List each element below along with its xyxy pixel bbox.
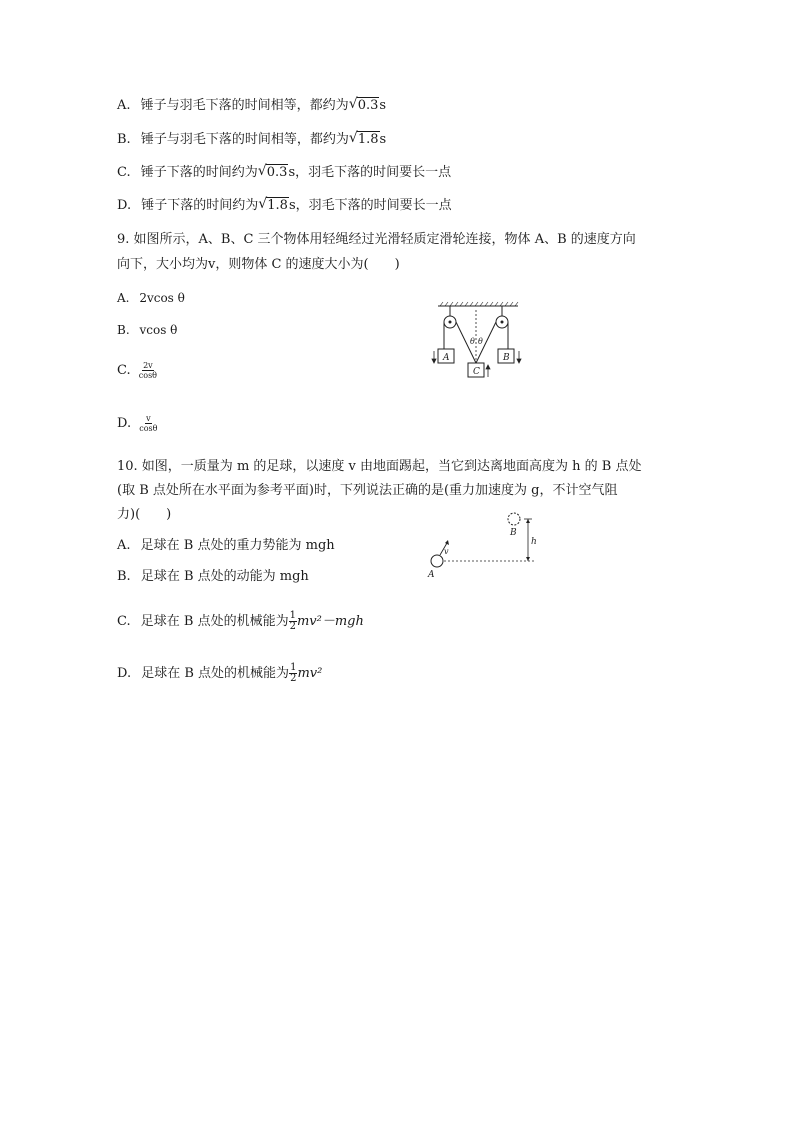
denominator: 2 bbox=[289, 621, 296, 632]
option-text: 锤子与羽毛下落的时间相等，都约为 bbox=[140, 132, 349, 147]
q9-stem-line2: 向下，大小均为v，则物体 C 的速度大小为( ) bbox=[117, 257, 400, 272]
option-label: C. bbox=[117, 165, 131, 180]
fraction bbox=[139, 414, 157, 433]
numerator: 1 bbox=[290, 662, 297, 673]
arrow-c-up bbox=[486, 365, 490, 377]
height-label: h bbox=[531, 537, 537, 547]
option-label: D. bbox=[117, 198, 132, 213]
sqrt-expression: √ 1.8 bbox=[348, 130, 379, 147]
option-text-after: s bbox=[379, 98, 387, 113]
numerator: 2v bbox=[143, 361, 153, 370]
option-text: 足球在 B 点处的动能为 mgh bbox=[140, 569, 309, 584]
velocity-label: v bbox=[444, 547, 449, 556]
sqrt-expression: √ 0.3 bbox=[348, 96, 379, 113]
radicand: 0.3 bbox=[266, 165, 288, 180]
ball-at-a bbox=[431, 555, 443, 567]
point-a-label: A bbox=[428, 570, 435, 580]
denominator: 2 bbox=[290, 673, 297, 684]
q8-option-c bbox=[117, 164, 451, 182]
q8-option-d bbox=[117, 197, 452, 215]
option-text: 足球在 B 点处的重力势能为 mgh bbox=[140, 538, 335, 553]
box-a-label: A bbox=[443, 353, 450, 363]
q10-option-b bbox=[117, 568, 309, 586]
point-b-label: B bbox=[510, 528, 517, 538]
numerator: 1 bbox=[289, 610, 296, 621]
sqrt-expression: √ 1.8 bbox=[258, 196, 288, 213]
fraction bbox=[139, 361, 157, 380]
option-label: D. bbox=[117, 416, 132, 431]
option-text: 锤子下落的时间约为 bbox=[141, 198, 259, 213]
option-label: A. bbox=[117, 291, 130, 305]
q9-option-a bbox=[117, 289, 185, 307]
angle-label-right: θ bbox=[478, 337, 483, 346]
box-b-label: B bbox=[503, 353, 510, 363]
box-c-label: C bbox=[473, 367, 480, 377]
q9-stem-line1: 9. 如图所示，A、B、C 三个物体用轻绳经过光滑轻质定滑轮连接，物体 A、B 的速度方向 bbox=[117, 232, 636, 247]
arrow-b-down bbox=[517, 351, 521, 363]
q8-option-a bbox=[117, 97, 386, 115]
q9-option-d bbox=[117, 414, 157, 433]
option-text-after: s，羽毛下落的时间要长一点 bbox=[288, 165, 452, 180]
option-text: 锤子与羽毛下落的时间相等，都约为 bbox=[140, 98, 349, 113]
q10-stem-line2: (取 B 点处所在水平面为参考平面)时，下列说法正确的是(重力加速度为 g，不计空气阻 bbox=[117, 483, 618, 498]
option-text: 锤子下落的时间约为 bbox=[140, 165, 258, 180]
option-text-after: s bbox=[379, 132, 387, 147]
radicand: 0.3 bbox=[357, 98, 379, 113]
option-label: D. bbox=[117, 666, 132, 681]
arrow-a-down bbox=[432, 351, 436, 363]
option-text-after: mv²－mgh bbox=[296, 614, 364, 629]
angle-label-left: θ bbox=[470, 337, 475, 346]
football-figure bbox=[420, 510, 550, 582]
option-label: A. bbox=[117, 98, 131, 113]
option-text-after: s，羽毛下落的时间要长一点 bbox=[288, 198, 452, 213]
option-text: 足球在 B 点处的机械能为 bbox=[140, 614, 289, 629]
denominator: cosθ bbox=[138, 371, 157, 380]
q9-option-b bbox=[117, 321, 177, 339]
numerator: v bbox=[146, 414, 151, 423]
q10-stem-line3: 力)( ) bbox=[117, 507, 172, 522]
option-label: C. bbox=[117, 363, 131, 378]
q10-option-a bbox=[117, 537, 335, 555]
q9-option-c bbox=[117, 361, 157, 380]
option-text: 足球在 B 点处的机械能为 bbox=[141, 666, 290, 681]
option-text-after: mv² bbox=[297, 666, 323, 681]
ball-at-b bbox=[508, 513, 520, 525]
q10-option-d bbox=[117, 663, 322, 684]
ceiling-hatch bbox=[440, 302, 518, 306]
denominator: cosθ bbox=[139, 424, 158, 433]
q10-stem-line1: 10. 如图，一质量为 m 的足球，以速度 v 由地面踢起，当它到达离地面高度为 h 的 B 点处 bbox=[117, 459, 642, 474]
option-label: A. bbox=[117, 538, 131, 553]
radicand: 1.8 bbox=[357, 132, 379, 147]
option-label: B. bbox=[117, 323, 130, 337]
fraction bbox=[289, 611, 297, 632]
q10-option-c bbox=[117, 611, 364, 632]
pulley-figure bbox=[430, 300, 530, 385]
option-label: B. bbox=[117, 132, 131, 147]
option-text: 2vcos θ bbox=[139, 291, 185, 305]
radicand: 1.8 bbox=[267, 198, 288, 213]
option-text: vcos θ bbox=[139, 323, 178, 337]
option-label: C. bbox=[117, 614, 131, 629]
q8-option-b bbox=[117, 131, 386, 149]
sqrt-expression: √ 0.3 bbox=[257, 163, 288, 180]
option-label: B. bbox=[117, 569, 131, 584]
